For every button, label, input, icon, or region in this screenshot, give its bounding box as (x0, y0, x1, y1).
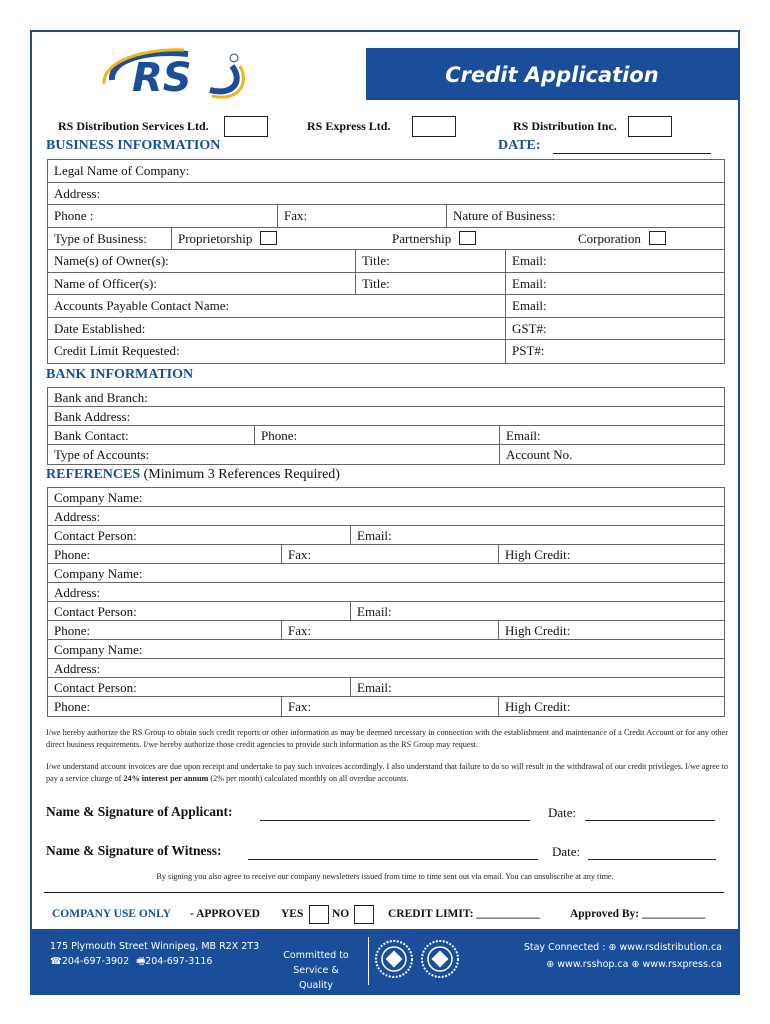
ref1-address[interactable] (48, 507, 724, 526)
bank-address-label: Bank Address: (54, 409, 131, 424)
footer-web (524, 939, 722, 973)
references-title: REFERENCES (46, 467, 141, 482)
ref1-company[interactable] (48, 488, 724, 507)
footer-phones (50, 954, 259, 969)
bank-contact-label[interactable]: Bank Contact: (54, 428, 129, 443)
ref2-address-label: Address: (54, 585, 101, 600)
row-date-established (48, 318, 724, 341)
ref2-high-credit-label[interactable]: High Credit: (498, 621, 570, 639)
company-label-express: RS Express Ltd. (307, 119, 391, 133)
no-label: NO (332, 908, 350, 920)
business-heading: BUSINESS INFORMATION (46, 138, 221, 153)
ref3-company[interactable] (48, 640, 724, 659)
ref2-fax-label[interactable]: Fax: (281, 621, 311, 639)
applicant-signature-label: Name & Signature of Applicant: (46, 804, 233, 819)
ref2-phone-label[interactable]: Phone: (54, 623, 91, 638)
ref3-fax-label[interactable]: Fax: (281, 697, 311, 716)
gst-label[interactable]: GST#: (505, 318, 547, 340)
row-type-accounts (48, 445, 724, 464)
footer-divider (368, 937, 369, 985)
row-credit-limit (48, 340, 724, 363)
row-ap-contact (48, 295, 724, 318)
row-bank-address[interactable] (48, 407, 724, 426)
stay-connected-label: Stay Connected : (523, 942, 606, 953)
row-officers (48, 273, 724, 296)
yes-label: YES (281, 908, 304, 920)
certification-seal-icon-2 (420, 939, 460, 979)
applicant-date-label: Date: (548, 805, 577, 820)
type-label: Type of Business: (54, 230, 147, 246)
approved-yes-checkbox[interactable] (309, 905, 329, 924)
ref1-address-label: Address: (54, 509, 101, 524)
row-address[interactable] (48, 183, 724, 206)
web-link-rsdistribution[interactable]: www.rsdistribution.ca (619, 942, 722, 953)
date-field[interactable] (553, 153, 711, 154)
proprietorship-checkbox[interactable] (260, 231, 277, 245)
row-bank-contact (48, 426, 724, 445)
ap-contact-label[interactable]: Accounts Payable Contact Name: (54, 298, 230, 313)
ap-email-label[interactable]: Email: (505, 295, 547, 317)
row-type-of-business (48, 228, 724, 251)
terms-interest-rate: 24% interest per annum (123, 774, 209, 783)
ref3-high-credit-label[interactable]: High Credit: (498, 697, 570, 716)
witness-signature-label: Name & Signature of Witness: (46, 843, 222, 858)
commitment-line-1: Committed to (283, 950, 349, 961)
footer-phone: 204-697-3902 (61, 956, 130, 967)
ref1-contact-row (48, 526, 724, 545)
owner-title-label[interactable]: Title: (355, 250, 390, 272)
page-title: Credit Application (366, 48, 738, 100)
legal-name-label: Legal Name of Company: (54, 163, 190, 178)
bank-email-label[interactable]: Email: (499, 426, 541, 444)
footer (30, 929, 740, 995)
web-link-rsxpress[interactable]: www.rsxpress.ca (642, 959, 722, 970)
company-label-services: RS Distribution Services Ltd. (58, 119, 209, 133)
globe-icon: ⊕ (631, 959, 640, 970)
pst-label[interactable]: PST#: (505, 340, 545, 363)
ref1-contact-label[interactable]: Contact Person: (54, 528, 137, 543)
company-use-label: COMPANY USE ONLY (52, 908, 172, 920)
nature-label[interactable]: Nature of Business: (446, 205, 556, 227)
officer-title-label[interactable]: Title: (355, 273, 390, 295)
references-heading (46, 467, 340, 483)
phone-label[interactable]: Phone : (54, 208, 94, 223)
approved-label: - APPROVED (190, 908, 260, 920)
checkbox-inc[interactable] (628, 116, 672, 137)
fax-label[interactable]: Fax: (277, 205, 307, 227)
corporation-option[interactable] (572, 228, 666, 250)
ref2-contact-row (48, 602, 724, 621)
applicant-date-field[interactable] (585, 820, 715, 821)
ref3-contact-label[interactable]: Contact Person: (54, 680, 137, 695)
phone-icon: ☎ (50, 956, 62, 967)
references-grid (47, 487, 725, 717)
ref2-company-label: Company Name: (54, 566, 143, 581)
ref1-phone-row (48, 545, 724, 564)
officer-email-label[interactable]: Email: (505, 273, 547, 295)
approved-no-checkbox[interactable] (354, 905, 374, 924)
ref3-address-label: Address: (54, 661, 101, 676)
row-legal-name[interactable] (48, 160, 724, 183)
corporation-label: Corporation (578, 230, 641, 246)
date-label: DATE: (498, 138, 541, 153)
footer-fax: 204-697-3116 (145, 956, 213, 967)
credit-limit-label[interactable]: Credit Limit Requested: (54, 343, 180, 358)
ref1-high-credit-label[interactable]: High Credit: (498, 545, 570, 563)
ref1-phone-label[interactable]: Phone: (54, 547, 91, 562)
credit-limit-field[interactable]: CREDIT LIMIT: ___________ (388, 908, 540, 920)
row-owners (48, 250, 724, 273)
divider (44, 892, 724, 893)
row-bank-branch[interactable] (48, 388, 724, 407)
ref2-contact-label[interactable]: Contact Person: (54, 604, 137, 619)
ref3-phone-label[interactable]: Phone: (54, 699, 91, 714)
ref3-company-label: Company Name: (54, 642, 143, 657)
ref1-company-label: Company Name: (54, 490, 143, 505)
checkbox-express[interactable] (412, 116, 456, 137)
terms-authorization: I/we hereby authorize the RS Group to obtain such credit reports or other information as may be deemed necessary in connection with the establishment and maintenance of a Credit Account or for any other direct business requirements. I/we hereby authorize those credit agencies to provide such information as the RS Group may request. (46, 728, 728, 749)
rs-logo (92, 44, 252, 106)
type-accounts-label[interactable]: Type of Accounts: (54, 447, 150, 462)
proprietorship-label: Proprietorship (178, 230, 253, 246)
footer-address: 175 Plymouth Street Winnipeg, MB R2X 2T3 (50, 941, 260, 952)
ref2-phone-row (48, 621, 724, 640)
commitment-line-2: Service & Quality (293, 965, 339, 991)
globe-icon: ⊕ (608, 942, 617, 953)
newsletter-consent: By signing you also agree to receive our company newsletters issued from time to time sent out via email. You can unsubscribe at any time. (156, 872, 614, 881)
business-info-grid (47, 159, 725, 364)
fax-icon: 🖷 (136, 956, 146, 967)
ref3-contact-row (48, 678, 724, 697)
ref3-phone-row (48, 697, 724, 716)
owner-email-label[interactable]: Email: (505, 250, 547, 272)
date-established-label[interactable]: Date Established: (54, 320, 146, 336)
address-label: Address: (54, 185, 101, 201)
bank-heading: BANK INFORMATION (46, 367, 194, 382)
approved-by-field[interactable]: Approved By: ___________ (570, 908, 706, 920)
checkbox-services[interactable] (224, 116, 268, 137)
terms-payment-b: (2% per month) calculated monthly on all overdue accounts. (208, 774, 409, 783)
ref1-fax-label[interactable]: Fax: (281, 545, 311, 563)
certification-seal-icon (374, 939, 414, 979)
ref1-email-label[interactable]: Email: (350, 526, 392, 544)
ref2-company[interactable] (48, 564, 724, 583)
ref2-email-label[interactable]: Email: (350, 602, 392, 620)
logo-text: RS (132, 55, 192, 101)
company-label-inc: RS Distribution Inc. (513, 119, 617, 133)
bank-branch-label: Bank and Branch: (54, 390, 148, 405)
corporation-checkbox[interactable] (649, 231, 666, 245)
bank-info-grid (47, 387, 725, 465)
owners-label[interactable]: Name(s) of Owner(s): (54, 253, 169, 268)
terms-payment-a: I/we understand account invoices are due upon receipt and undertake to pay such invoices accordingly. I also understand that failure to do so will result in the withdrawal of our credit privileges. I/we agree to pay a service charge of (46, 762, 728, 783)
web-link-rsshop[interactable]: www.rsshop.ca (557, 959, 629, 970)
bank-phone-label[interactable]: Phone: (254, 426, 297, 444)
ref2-address[interactable] (48, 583, 724, 602)
witness-date-field[interactable] (588, 859, 716, 860)
references-note: (Minimum 3 References Required) (143, 467, 340, 482)
terms-payment (46, 761, 728, 785)
globe-icon: ⊕ (546, 959, 555, 970)
footer-commitment (276, 948, 356, 993)
partnership-checkbox[interactable] (459, 231, 476, 245)
partnership-option[interactable] (386, 228, 476, 250)
ref3-address[interactable] (48, 659, 724, 678)
partnership-label: Partnership (392, 230, 452, 246)
applicant-signature-field[interactable] (260, 820, 530, 821)
witness-signature-field[interactable] (248, 859, 538, 860)
witness-date-label: Date: (552, 844, 581, 859)
ref3-email-label[interactable]: Email: (350, 678, 392, 696)
officers-label[interactable]: Name of Officer(s): (54, 275, 157, 291)
proprietorship-option[interactable] (171, 228, 277, 250)
footer-contact (50, 939, 259, 969)
account-no-label[interactable]: Account No. (499, 445, 572, 464)
row-phone (48, 205, 724, 228)
